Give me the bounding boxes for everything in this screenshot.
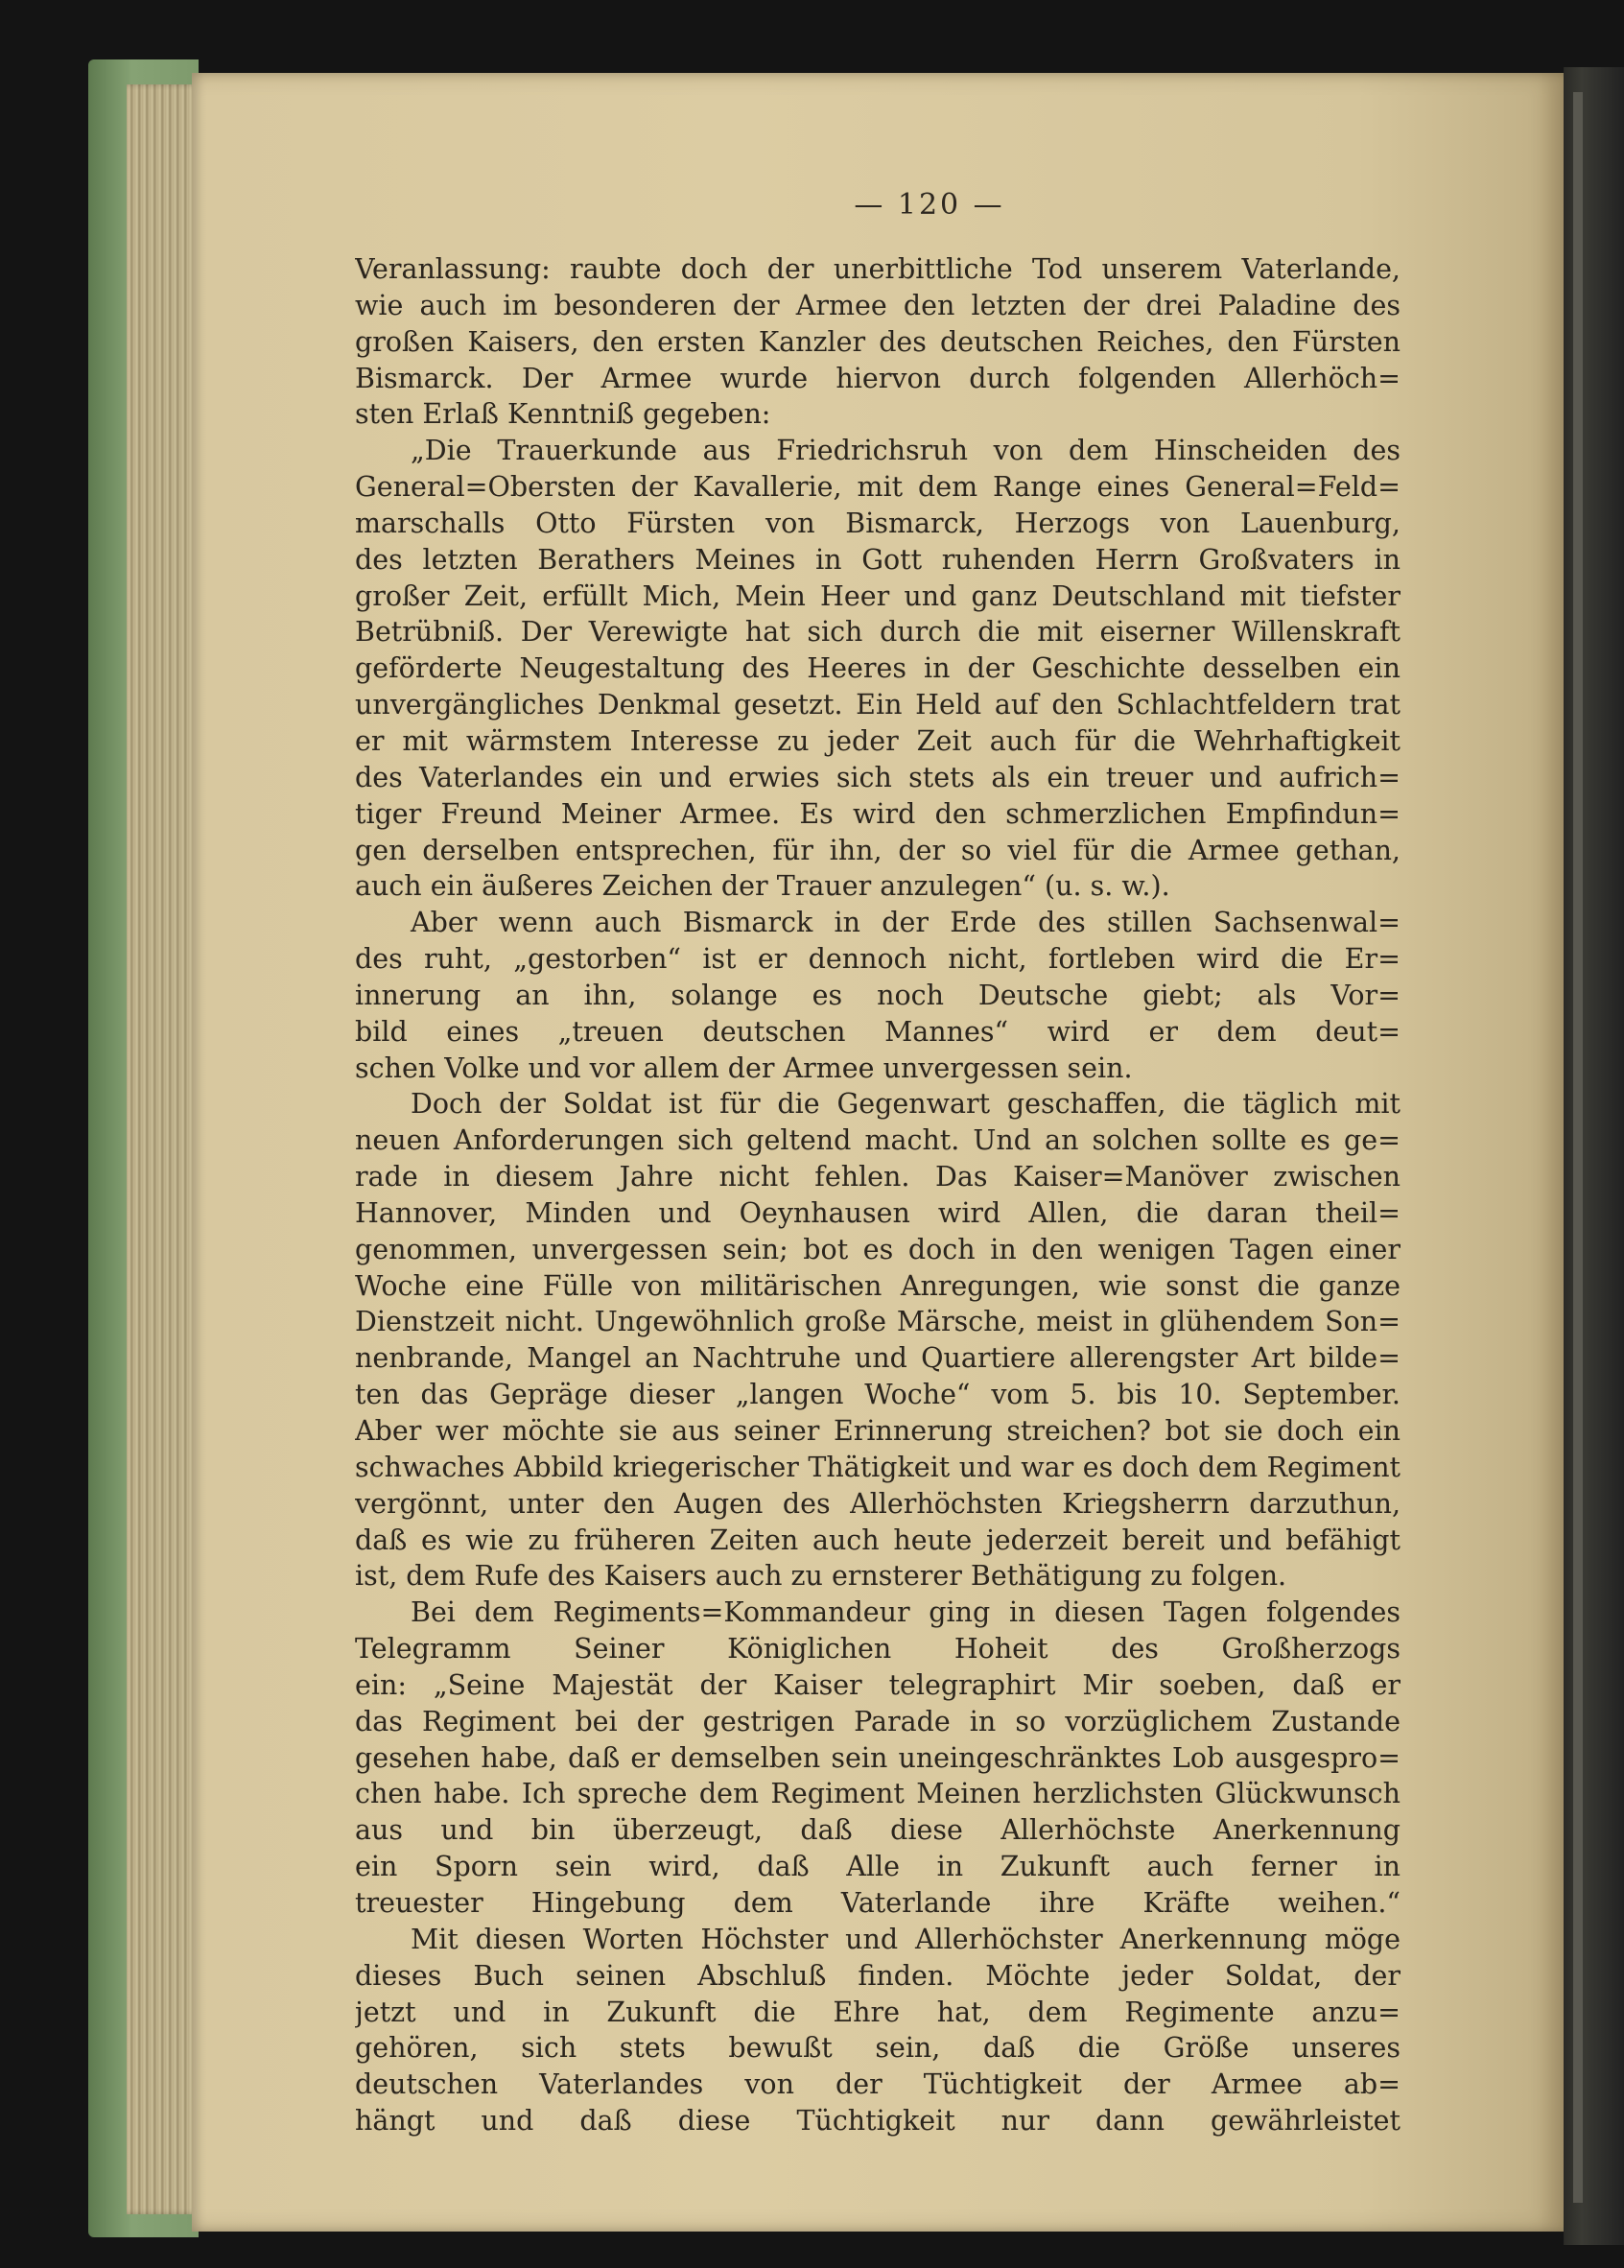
text-line: bild eines „treuen deutschen Mannes“ wird er dem deut= [355,1015,1400,1048]
text-line: dieses Buch seinen Abschluß finden. Möchte jeder Soldat, der [355,1959,1400,1992]
text-line: Woche eine Fülle von militärischen Anregungen, wie sonst die ganze [355,1269,1400,1302]
text-line: er mit wärmstem Interesse zu jeder Zeit auch für die Wehrhaftigkeit [355,724,1400,757]
text-line: Bei dem Regiments=Kommandeur ging in diesen Tagen folgendes [411,1596,1400,1629]
text-line: daß es wie zu früheren Zeiten auch heute jederzeit bereit und befähigt [355,1524,1400,1556]
text-line: wie auch im besonderen der Armee den letzten der drei Paladine des [355,289,1400,321]
text-line: chen habe. Ich spreche dem Regiment Meinen herzlichsten Glückwunsch [355,1778,1400,1810]
text-line: hängt und daß diese Tüchtigkeit nur dann gewährleistet [355,2105,1400,2138]
text-line: Hannover, Minden und Oeynhausen wird Allen, die daran theil= [355,1196,1400,1229]
text-line: Doch der Soldat ist für die Gegenwart geschaffen, die täglich mit [411,1088,1400,1121]
text-line: nenbrande, Mangel an Nachtruhe und Quartiere allerengster Art bilde= [355,1342,1400,1375]
text-line: gehören, sich stets bewußt sein, daß die Größe unseres [355,2032,1400,2065]
text-line: des ruht, „gestorben“ ist er dennoch nicht, fortleben wird die Er= [355,943,1400,976]
page-edges [127,84,201,2214]
adjacent-page-edge [1573,92,1583,2203]
text-line: des Vaterlandes ein und erwies sich stets als ein treuer und aufrich= [355,761,1400,793]
text-line: deutschen Vaterlandes von der Tüchtigkeit der Armee ab= [355,2068,1400,2101]
text-line: großen Kaisers, den ersten Kanzler des deutschen Reiches, den Fürsten [355,325,1400,358]
text-line: Bismarck. Der Armee wurde hiervon durch folgenden Allerhöch= [355,362,1400,394]
text-line: Dienstzeit nicht. Ungewöhnlich große Märsche, meist in glühendem Son= [355,1306,1400,1338]
text-line: ten das Gepräge dieser „langen Woche“ vom 5. bis 10. September. [355,1379,1400,1411]
text-line: rade in diesem Jahre nicht fehlen. Das Kaiser=Manöver zwischen [355,1161,1400,1193]
text-line: des letzten Berathers Meines in Gott ruhenden Herrn Großvaters in [355,543,1400,576]
text-line: aus und bin überzeugt, daß diese Allerhöchste Anerkennung [355,1814,1400,1847]
text-line: innerung an ihn, solange es noch Deutsche giebt; als Vor= [355,979,1400,1011]
body-text [355,251,1400,2139]
text-line: Aber wer möchte sie aus seiner Erinnerung streichen? bot sie doch ein [355,1415,1400,1447]
page-number: — 120 — [854,188,1005,222]
text-line: ein: „Seine Majestät der Kaiser telegraphirt Mir soeben, daß er [355,1668,1400,1701]
text-line: das Regiment bei der gestrigen Parade in so vorzüglichem Zustande [355,1705,1400,1737]
text-line: schwaches Abbild kriegerischer Thätigkeit und war es doch dem Regiment [355,1451,1400,1483]
text-line: auch ein äußeres Zeichen der Trauer anzulegen“ (u. s. w.). [355,870,1170,903]
text-line: marschalls Otto Fürsten von Bismarck, Herzogs von Lauenburg, [355,507,1400,539]
text-line: Aber wenn auch Bismarck in der Erde des stillen Sachsenwal= [411,907,1400,939]
text-line: „Die Trauerkunde aus Friedrichsruh von dem Hinscheiden des [411,435,1400,467]
text-line: sten Erlaß Kenntniß gegeben: [355,398,771,431]
text-line: tiger Freund Meiner Armee. Es wird den schmerzlichen Empfindun= [355,797,1400,830]
text-line: Veranlassung: raubte doch der unerbittliche Tod unserem Vaterlande, [355,253,1400,285]
text-line: ist, dem Rufe des Kaisers auch zu ernsterer Bethätigung zu folgen. [355,1560,1287,1593]
text-line: jetzt und in Zukunft die Ehre hat, dem Regimente anzu= [355,1996,1400,2028]
text-line: schen Volke und vor allem der Armee unvergessen sein. [355,1051,1133,1084]
text-line: General=Obersten der Kavallerie, mit dem Range eines General=Feld= [355,471,1400,504]
text-line: geförderte Neugestaltung des Heeres in der Geschichte desselben ein [355,652,1400,685]
text-line: ein Sporn sein wird, daß Alle in Zukunft auch ferner in [355,1851,1400,1883]
text-line: genommen, unvergessen sein; bot es doch in den wenigen Tagen einer [355,1233,1400,1265]
text-line: gesehen habe, daß er demselben sein uneingeschränktes Lob ausgespro= [355,1741,1400,1774]
text-line: neuen Anforderungen sich geltend macht. Und an solchen sollte es ge= [355,1124,1400,1157]
text-line: Betrübniß. Der Verewigte hat sich durch die mit eiserner Willenskraft [355,616,1400,649]
text-line: unvergängliches Denkmal gesetzt. Ein Held auf den Schlachtfeldern trat [355,689,1400,721]
text-line: Mit diesen Worten Höchster und Allerhöchster Anerkennung möge [411,1923,1400,1955]
text-line: großer Zeit, erfüllt Mich, Mein Heer und ganz Deutschland mit tiefster [355,579,1400,612]
text-line: gen derselben entsprechen, für ihn, der so viel für die Armee gethan, [355,834,1400,866]
page-header-container [0,188,1624,222]
text-line: vergönnt, unter den Augen des Allerhöchsten Kriegsherrn darzuthun, [355,1487,1400,1520]
text-line: treuester Hingebung dem Vaterlande ihre Kräfte weihen.“ [355,1886,1400,1919]
text-line: Telegramm Seiner Königlichen Hoheit des Großherzogs [355,1633,1400,1666]
